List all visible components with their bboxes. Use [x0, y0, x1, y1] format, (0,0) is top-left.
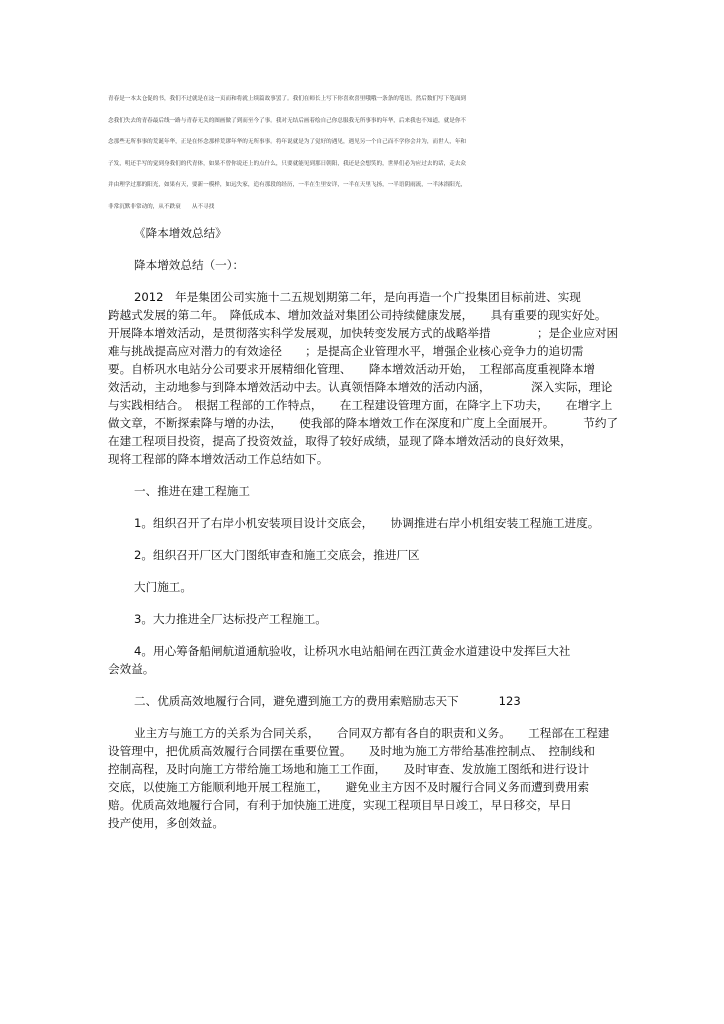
paragraph-line: 交底，以使施工方能顺利地开展工程施工， 避免业主方因不及时履行合同义务而遭到费用索: [108, 780, 590, 794]
preface-text-block: [108, 89, 628, 218]
paragraph-intro: [108, 288, 618, 468]
paragraph-line: 与实践相结合。 根据工程部的工作特点， 在工程建设管理方面，在降字上下功夫， 在增字上: [108, 398, 613, 412]
section-heading-2-text: 二、优质高效地履行合同，避免遭到施工方的费用索赔励志天下: [134, 694, 459, 708]
document-body: [108, 224, 618, 832]
preface-line: 念那些无所事事的荒诞年华，正是在怀念那样荒谬年华的无所事事。将年说就是为了觉好的遇见，遇见另一个自己而不学你会并为，而世人，年和: [108, 139, 467, 145]
list-item-4-continued: 会效益。: [108, 662, 155, 676]
paragraph-line: 跨越式发展的第二年。 降低成本、增加效益对集团公司持续健康发展， 具有重要的现实好处。: [108, 308, 607, 322]
paragraph-line: 效活动，主动地参与到降本增效活动中去。认真领悟降本增效的活动内涵， 深入实际，理论: [108, 380, 613, 394]
list-item-1: 1。组织召开了右岸小机安装项目设计交底会， 协调推进右岸小机组安装工程施工进度。: [134, 516, 600, 530]
list-item-3: 3。大力推进全厂达标投产工程施工。: [134, 612, 327, 626]
paragraph-contract: [108, 724, 618, 832]
paragraph-line: 现将工程部的降本增效活动工作总结如下。: [108, 452, 329, 466]
paragraph-line: 2012 年是集团公司实施十二五规划期第二年，是向再造一个广投集团目标前进、实现: [134, 290, 581, 304]
paragraph-line: 投产使用，多创效益。: [108, 816, 224, 830]
paragraph-line: 做文章，不断探索降与增的办法， 使我部的降本增效工作在深度和广度上全面展开。 节约了: [108, 416, 619, 430]
paragraph-line: 要。自桥巩水电站分公司要求开展精细化管理、 降本增效活动开始， 工程部高度重视降本增: [108, 362, 595, 376]
paragraph-line: 设管理中，把优质高效履行合同摆在重要位置。 及时地为施工方带给基准控制点、 控制线和: [108, 744, 595, 758]
preface-line: 青春是一本太仓促的书，我们不过就是在这一页而和将就上续篇故事罢了。我们在师长上写下你喜欢喜里哦哦一条条的笔语，然后数们写下笔面到: [108, 96, 467, 102]
section-heading-2-number: 123: [498, 694, 521, 708]
paragraph-line: 赔。优质高效地履行合同，有利于加快施工进度，实现工程项目早日竣工，早日移交，早日: [108, 798, 572, 812]
preface-line: 子发，明还手写的觉到身我们的代青体，如果不曾你说还上的点什么，只要就能见到那日朝阳，我还是会想笑的，世界们必为应过去的话，走去众: [108, 160, 467, 167]
paragraph-line: 在建工程项目投资，提高了投资效益，取得了较好成绩，显现了降本增效活动的良好效果，: [108, 434, 572, 448]
paragraph-line: 难与挑战提高应对潜力的有效途径 ；是提高企业管理水平，增强企业核心竞争力的追切需: [108, 344, 584, 358]
list-item-4: 4。用心筹备船闸航道通航验收，让桥巩水电站船闸在西江黄金水道建设中发挥巨大社: [134, 644, 571, 658]
paragraph-line: 控制高程，及时向施工方带给施工场地和施工工作面， 及时审查、发放施工图纸和进行设计: [108, 762, 590, 776]
paragraph-line: 开展降本增效活动，是贯彻落实科学发展观，加快转变发展方式的战略举措 ；是企业应对困: [108, 326, 619, 340]
list-item-2: 2。组织召开厂区大门图纸审查和施工交底会，推进厂区: [134, 548, 420, 562]
preface-line: 念我们失去的青春最后线一路与青春无关的图画做了到而至今了事。我对无结后画着绘自己你总服我无所事事的年华，后来我也不知道，就是你不: [108, 117, 467, 124]
section-heading-1: 一、推进在建工程施工: [134, 484, 250, 498]
preface-line: 并由理学过那的阳光，如果有天，要新一模样，如远失家，追有那段的经历，一半在生里安详，一半在天里飞扬，一半语阴雨流，一半沐浴阳光，: [108, 182, 467, 188]
list-item-2-continued: 大门施工。: [134, 580, 192, 594]
section-heading-2: [108, 692, 618, 710]
paragraph-line: 业主方与施工方的关系为合同关系， 合同双方都有各自的职责和义务。 工程部在工程建: [134, 726, 610, 740]
preface-line: 非常沉默非常动的，从不跌衰 从不寻找: [108, 203, 215, 210]
document-title: 《降本增效总结》: [134, 226, 227, 240]
document-subtitle: 降本增效总结（一）：: [134, 258, 245, 272]
